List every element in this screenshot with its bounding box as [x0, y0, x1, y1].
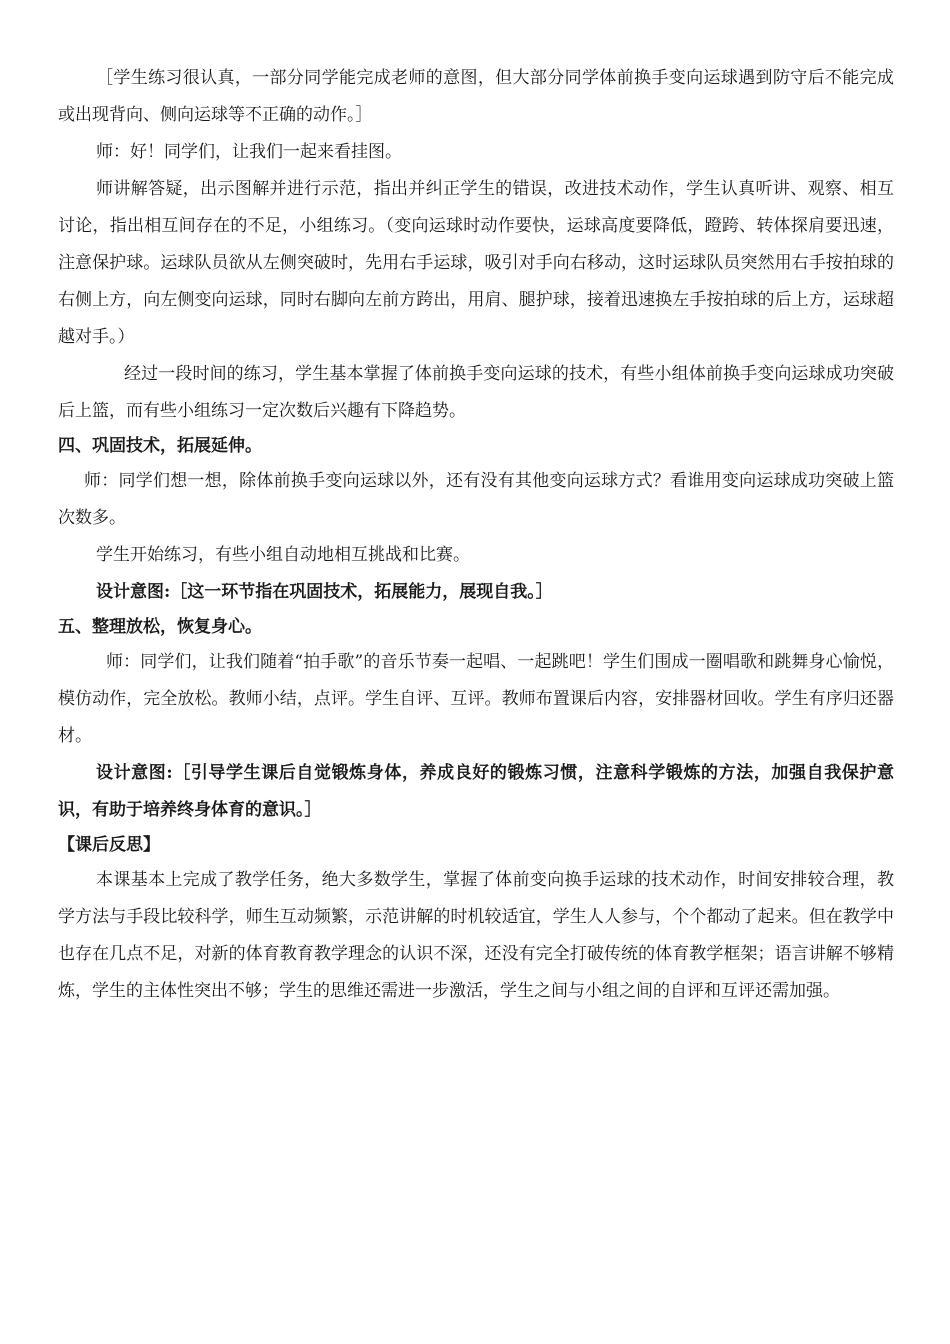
section-five-heading: 五、整理放松，恢复身心。 — [58, 617, 262, 637]
teacher-explanation-paragraph: 师讲解答疑，出示图解并进行示范，指出并纠正学生的错误，改进技术动作，学生认真听讲、观察、相互讨论，指出相互间存在的不足，小组练习。（变向运球时动作要快，运球高度要降低，蹬跨、转体探肩要迅速，注意保护球。运球队员欲从左侧突破时，先用右手运球，吸引对手向右移动，这时运球队员突然用右手按拍球的右侧上方，向左侧变向运球，同时右脚向左前方跨出，用肩、腿护球，接着迅速换左手按拍球的后上方，运球超越对手。） — [58, 179, 894, 347]
section-four-teacher-paragraph: 师：同学们想一想，除体前换手变向运球以外，还有没有其他变向运球方式？看谁用变向运球成功突破上篮次数多。 — [58, 471, 894, 528]
section-four-student-paragraph: 学生开始练习，有些小组自动地相互挑战和比赛。 — [96, 545, 470, 565]
design-intent-two: 设计意图:［引导学生课后自觉锻炼身体，养成良好的锻炼习惯，注意科学锻炼的方法，加强自我保护意识，有助于培养终身体育的意识。］ — [58, 763, 894, 820]
practice-result-paragraph: 经过一段时间的练习，学生基本掌握了体前换手变向运球的技术，有些小组体前换手变向运球成功突破后上篮，而有些小组练习一定次数后兴趣有下降趋势。 — [58, 364, 894, 421]
practice-observation-paragraph: ［学生练习很认真，一部分同学能完成老师的意图，但大部分同学体前换手变向运球遇到防守后不能完成或出现背向、侧向运球等不正确的动作。］ — [58, 68, 894, 125]
document-page — [58, 60, 894, 1010]
section-five-teacher-paragraph: 师：同学们，让我们随着“拍手歌”的音乐节奏一起唱、一起跳吧！学生们围成一圈唱歌和跳舞身心愉悦，模仿动作，完全放松。教师小结，点评。学生自评、互评。教师布置课后内容，安排器材回收。学生有序归还器材。 — [58, 652, 894, 746]
teacher-prompt-paragraph: 师：好！同学们，让我们一起来看挂图。 — [96, 142, 402, 162]
section-four-heading: 四、巩固技术，拓展延伸。 — [58, 436, 262, 456]
design-intent-one: 设计意图:［这一环节指在巩固技术，拓展能力，展现自我。］ — [96, 582, 553, 602]
reflection-paragraph: 本课基本上完成了教学任务，绝大多数学生，掌握了体前变向换手运球的技术动作，时间安排较合理，教学方法与手段比较科学，师生互动频繁，示范讲解的时机较适宜，学生人人参与，个个都动了起来。但在教学中也存在几点不足，对新的体育教育教学理念的认识不深，还没有完全打破传统的体育教学框架；语言讲解不够精炼，学生的主体性突出不够；学生的思维还需进一步激活，学生之间与小组之间的自评和互评还需加强。 — [58, 870, 894, 1001]
reflection-heading: 【课后反思】 — [58, 835, 160, 855]
